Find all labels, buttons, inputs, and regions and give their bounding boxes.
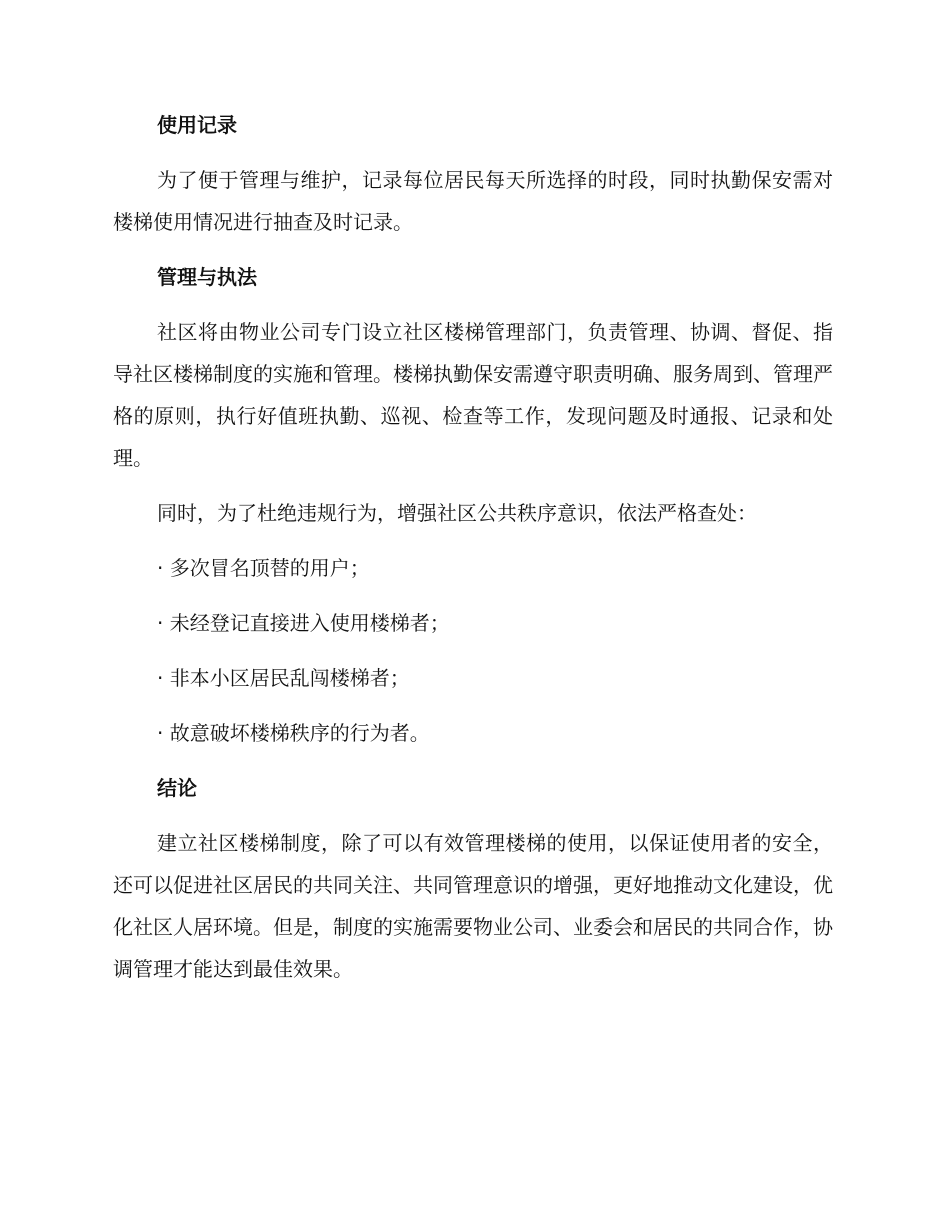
paragraph-enforcement-intro: 同时，为了杜绝违规行为，增强社区公共秩序意识，依法严格查处： [157, 501, 757, 525]
section-heading-conclusion: 结论 [157, 776, 197, 800]
section-heading-management: 管理与执法 [157, 265, 257, 289]
list-item: · 非本小区居民乱闯楼梯者； [157, 666, 410, 690]
paragraph-management-department: 社区将由物业公司专门设立社区楼梯管理部门，负责管理、协调、督促、指导社区楼梯制度的实施和管理。楼梯执勤保安需遵守职责明确、服务周到、管理严格的原则，执行好值班执勤、巡视、检查等工作，发现问题及时通报、记录和处理。 [113, 320, 833, 470]
paragraph-usage-records: 为了便于管理与维护，记录每位居民每天所选择的时段，同时执勤保安需对楼梯使用情况进行抽查及时记录。 [113, 168, 833, 234]
paragraph-conclusion: 建立社区楼梯制度，除了可以有效管理楼梯的使用，以保证使用者的安全，还可以促进社区居民的共同关注、共同管理意识的增强，更好地推动文化建设，优化社区人居环境。但是，制度的实施需要物业公司、业委会和居民的共同合作，协调管理才能达到最佳效果。 [113, 831, 833, 981]
list-item: · 故意破坏楼梯秩序的行为者。 [157, 721, 430, 745]
list-item: · 未经登记直接进入使用楼梯者； [157, 611, 450, 635]
list-item: · 多次冒名顶替的用户； [157, 556, 370, 580]
section-heading-usage-records: 使用记录 [157, 113, 237, 137]
document-page [113, 104, 833, 1003]
